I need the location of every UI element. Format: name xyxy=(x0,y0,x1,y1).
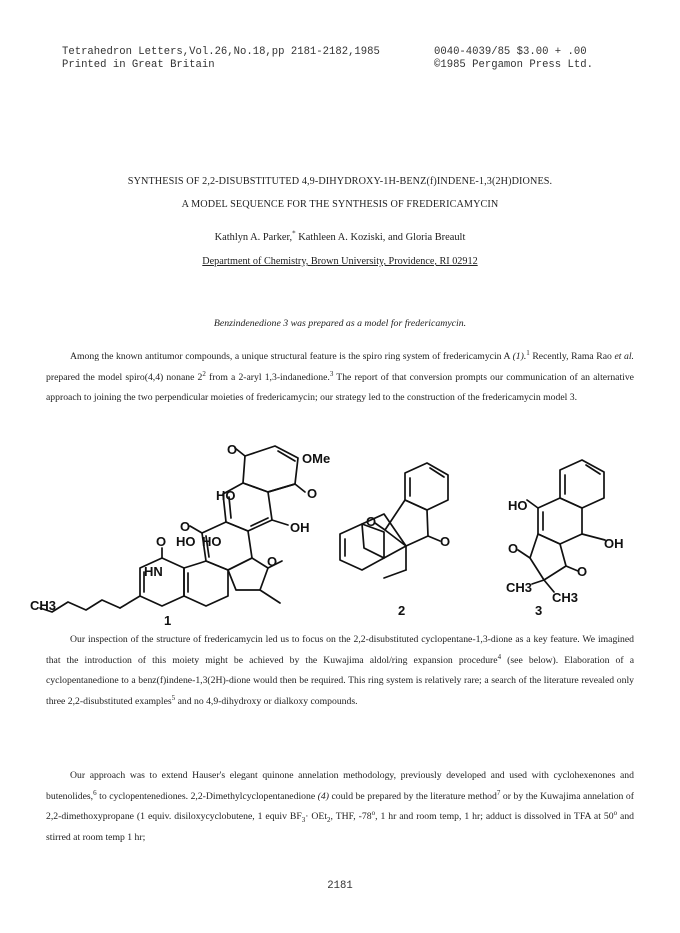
running-header xyxy=(62,46,622,72)
affiliation: Department of Chemistry, Brown University, Providence, RI 02912 xyxy=(202,256,478,267)
authors xyxy=(40,229,640,243)
ho-label-3: HO xyxy=(202,534,222,549)
oh-label-1: OH xyxy=(290,520,310,535)
copyright: ©1985 Pergamon Press Ltd. xyxy=(434,59,593,71)
compound-3-label: 3 xyxy=(535,603,543,618)
article-title-line2: A MODEL SEQUENCE FOR THE SYNTHESIS OF FREDERICAMYCIN xyxy=(181,199,499,210)
ch3-label-1: CH3 xyxy=(30,598,57,613)
ho-label-c3: HO xyxy=(508,498,528,513)
oh-label-c3: OH xyxy=(604,536,624,551)
ho-label-2: HO xyxy=(176,534,196,549)
hn-label: HN xyxy=(144,564,163,579)
paragraph-3: Our approach was to extend Hauser's elegant quinone annelation methodology, previously developed and used with cyclohexenones and butenolides,$^6$ to cyclopentenediones. 2,2-Dimethylcyclopentanedione (4) could be prepared by the literature method$^7$ or by the Kuwajima annelation of 2,2-dimethoxypropane (1 equiv. disiloxycyclobutene, 1 equiv $BF_3\cdot OEt_2$, THF, -78$^o$, 1 hr and room temp, 1 hr; adduct is dissolved in TFA at 50$^o$ and stirred at room temp 1 hr; xyxy=(46,770,635,843)
compound-1-label: 1 xyxy=(164,613,172,628)
ch3-label-2: CH3 xyxy=(506,580,533,595)
ome-label: OMe xyxy=(302,451,331,466)
page-number: 2181 xyxy=(327,880,353,892)
oxygen-label: O xyxy=(156,534,167,549)
journal-citation: Tetrahedron Letters,Vol.26,No.18,pp 2181-2182,1985 xyxy=(62,46,380,58)
article-title-line1: SYNTHESIS OF 2,2-DISUBSTITUTED 4,9-DIHYDROXY-1H-BENZ(f)INDENE-1,3(2H)DIONES. xyxy=(127,176,553,187)
author-parker: Kathlyn A. Parker, xyxy=(214,232,293,243)
printed-in: Printed in Great Britain xyxy=(62,59,215,71)
paragraph-1: Among the known antitumor compounds, a unique structural feature is the spiro ring system of fredericamycin A (1).$^1$ Recently, Rama Rao et al. prepared the model spiro(4,4) nonane $2^2$ from a 2-aryl 1,3-indanedione.$^3$ The report of that conversion prompts our communication of an alternative approach to joining the two perpendicular moieties of fredericamycin; our strategy led to the construction of the fredericamycin model 3. xyxy=(46,348,634,404)
oxygen-label: O xyxy=(227,442,238,457)
issn-price: 0040-4039/85 $3.00 + .00 xyxy=(434,46,587,58)
compound-2-label: 2 xyxy=(398,603,406,618)
corresponding-mark: * xyxy=(292,229,296,238)
abstract: Benzindenedione 3 was prepared as a model for fredericamycin. xyxy=(213,318,467,329)
paragraph-2: Our inspection of the structure of fredericamycin led us to focus on the 2,2-disubstituted cyclopentane-1,3-dione as a key feature. We imagined that the introduction of this moiety might be achieved by the Kuwajima aldol/ring expansion procedure$^4$ (see below). Elaboration of a cyclopentanedione to a benz(f)indene-1,3(2H)-dione would then be required. This ring system is relatively rare; a search of the literature revealed only three 2,2-disubstituted examples$^5$ and no 4,9-dihydroxy or dialkoxy compounds. xyxy=(46,634,634,707)
ho-label-1: HO xyxy=(216,488,236,503)
ch3-label-3: CH3 xyxy=(552,590,579,605)
oxygen-label: O xyxy=(508,541,519,556)
oxygen-label: O xyxy=(307,486,318,501)
oxygen-label: O xyxy=(440,534,451,549)
structures-figure xyxy=(30,428,650,628)
oxygen-label: O xyxy=(577,564,588,579)
oxygen-label: O xyxy=(180,519,191,534)
oxygen-label: O xyxy=(267,554,278,569)
oxygen-label: O xyxy=(366,514,377,529)
authors-rest: Kathleen A. Koziski, and Gloria Breault xyxy=(295,232,466,243)
